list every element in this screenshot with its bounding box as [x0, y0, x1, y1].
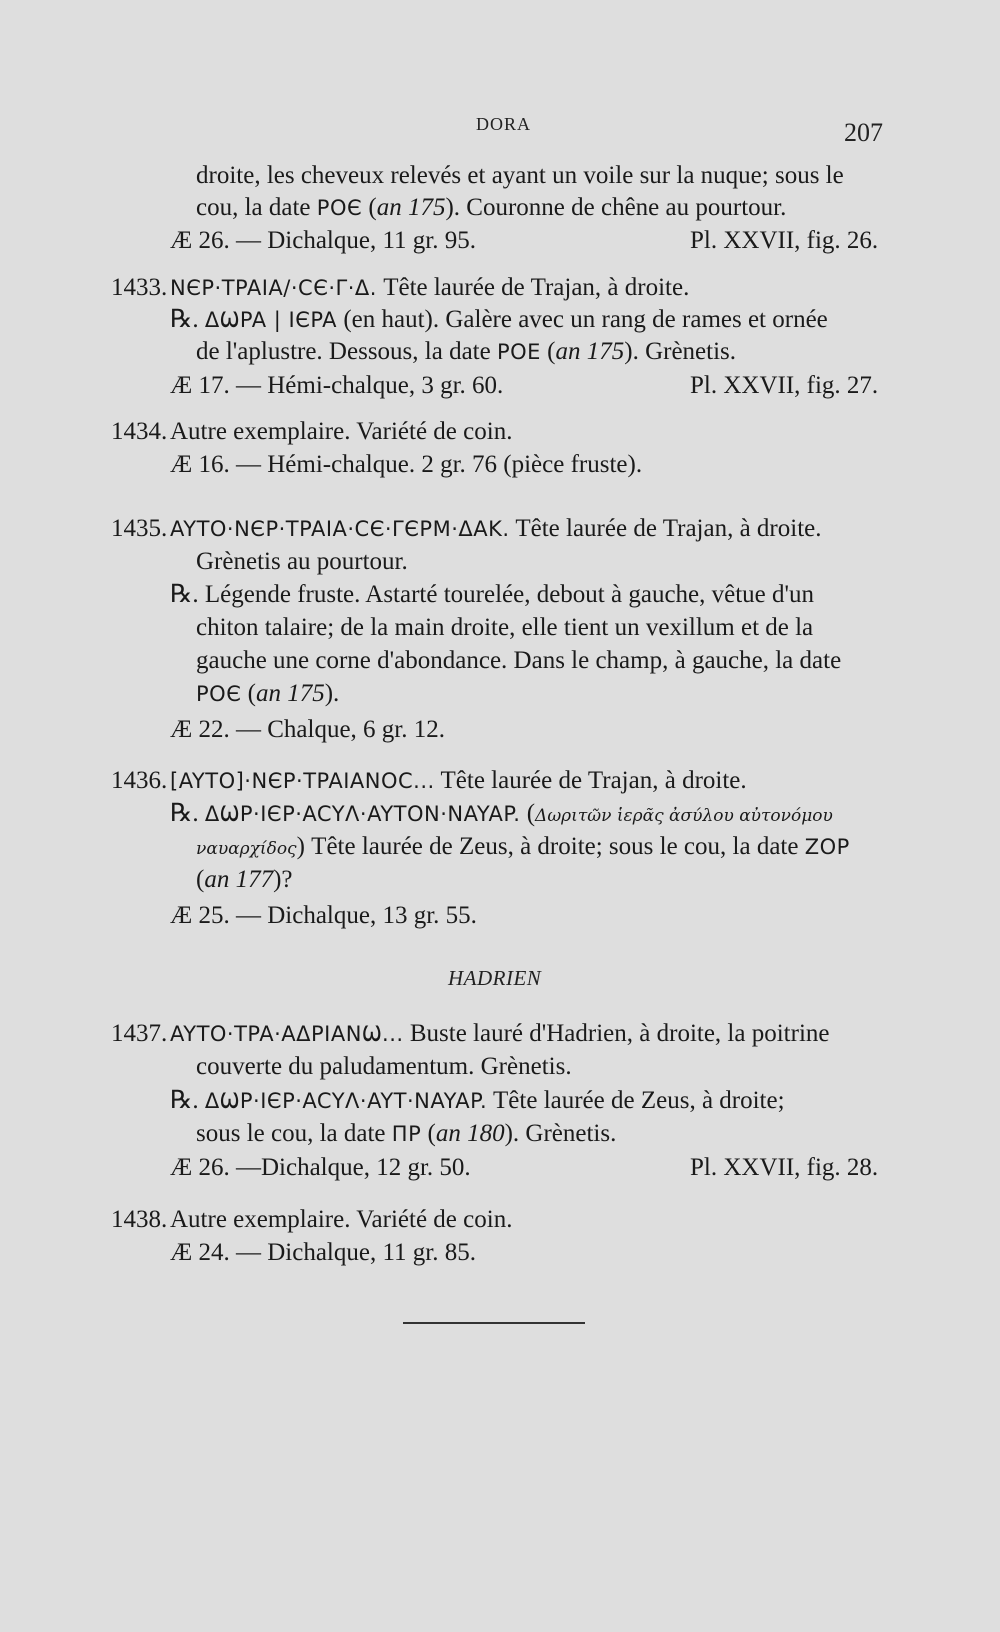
greek-legend: ZOP	[804, 835, 850, 859]
text-line: ναυαρχίδος) Tête laurée de Zeus, à droite; sous le cou, la date ZOP	[196, 833, 850, 860]
greek-legend: ΔѠPA | IЄPA	[204, 308, 338, 332]
page-number: 207	[844, 118, 883, 147]
reverse-line: ℞. Légende fruste. Astarté tourelée, debout à gauche, vêtue d'un	[170, 581, 815, 608]
reverse-line: ℞. ΔѠPA | IЄPA (en haut). Galère avec un rang de rames et ornée	[170, 306, 828, 333]
entry-number-1436: 1436.	[111, 767, 168, 794]
coin-specs: Æ 17. — Hémi-chalque, 3 gr. 60. Pl. XXVII, fig. 27.	[170, 370, 886, 402]
entry-1438-line: Autre exemplaire. Variété de coin.	[170, 1206, 513, 1233]
plate-reference: Pl. XXVII, fig. 27.	[690, 372, 879, 399]
greek-legend: AYTO·TPA·AΔPIANѠ...	[170, 1022, 404, 1046]
greek-legend: POE	[496, 340, 541, 364]
greek-legend: ΠP	[391, 1122, 422, 1146]
text-line: de l'aplustre. Dessous, la date POE (an 175). Grènetis.	[196, 338, 737, 365]
entry-1435-line: AYTO·NЄP·TPAIA·CЄ·ΓЄPM·ΔAK. Tête laurée de Trajan, à droite.	[170, 515, 822, 542]
section-heading: HADRIEN	[448, 966, 542, 990]
text-line: gauche une corne d'abondance. Dans le champ, à gauche, la date	[196, 647, 842, 674]
entry-1437-line: AYTO·TPA·AΔPIANѠ... Buste lauré d'Hadrien, à droite, la poitrine	[170, 1020, 830, 1047]
reverse-line: ℞. ΔѠP·IЄP·ACYΛ·AYTON·NAYAP. (Δωριτῶν ἱερᾶς ἀσύλου αὐτονόμου	[170, 800, 833, 827]
greek-legend: [AYTO]·NЄP·TPAIANOC...	[170, 769, 435, 793]
text-line: couverte du paludamentum. Grènetis.	[196, 1053, 572, 1080]
text-line: cou, la date POЄ (an 175). Couronne de chêne au pourtour.	[196, 194, 787, 221]
entry-1434-line: Autre exemplaire. Variété de coin.	[170, 418, 513, 445]
text-line: Grènetis au pourtour.	[196, 548, 408, 575]
running-head	[0, 114, 1000, 147]
text-line: (an 177)?	[196, 866, 293, 893]
greek-transcription: Δωριτῶν ἱερᾶς ἀσύλου αὐτονόμου	[535, 806, 833, 826]
coin-specs: Æ 24. — Dichalque, 11 gr. 85.	[170, 1239, 476, 1266]
greek-legend: ΔѠP·IЄP·ACYΛ·AYT·NAYAP.	[204, 1089, 488, 1113]
plate-reference: Pl. XXVII, fig. 26.	[690, 227, 879, 254]
greek-legend: NЄP·TPAIA/·CЄ·Γ·Δ.	[170, 276, 377, 300]
greek-legend: ΔѠP·IЄP·ACYΛ·AYTON·NAYAP.	[204, 802, 521, 826]
coin-specs: Æ 22. — Chalque, 6 gr. 12.	[170, 716, 445, 743]
entry-number-1435: 1435.	[111, 515, 168, 542]
entry-number-1437: 1437.	[111, 1020, 168, 1047]
coin-specs: Æ 25. — Dichalque, 13 gr. 55.	[170, 902, 477, 929]
entry-1433-line: NЄP·TPAIA/·CЄ·Γ·Δ. Tête laurée de Trajan, à droite.	[170, 274, 690, 301]
text-line: droite, les cheveux relevés et ayant un voile sur la nuque; sous le	[196, 162, 844, 189]
greek-legend: AYTO·NЄP·TPAIA·CЄ·ΓЄPM·ΔAK.	[170, 517, 510, 541]
entry-number-1433: 1433.	[111, 274, 168, 301]
end-rule	[403, 1322, 585, 1324]
greek-legend: POЄ	[316, 196, 363, 220]
coin-specs: Æ 26. —Dichalque, 12 gr. 50. Pl. XXVII, fig. 28.	[170, 1152, 886, 1184]
coin-specs: Æ 26. — Dichalque, 11 gr. 95. Pl. XXVII, fig. 26.	[170, 225, 886, 257]
plate-reference: Pl. XXVII, fig. 28.	[690, 1154, 879, 1181]
entry-number-1438: 1438.	[111, 1206, 168, 1233]
running-title: DORA	[476, 114, 532, 134]
reverse-line: ℞. ΔѠP·IЄP·ACYΛ·AYT·NAYAP. Tête laurée de Zeus, à droite;	[170, 1087, 785, 1114]
greek-transcription: ναυαρχίδος	[196, 839, 297, 859]
text-line: POЄ (an 175).	[196, 680, 340, 707]
text-line: chiton talaire; de la main droite, elle tient un vexillum et de la	[196, 614, 814, 641]
coin-specs: Æ 16. — Hémi-chalque. 2 gr. 76 (pièce fruste).	[170, 451, 643, 478]
text-line: sous le cou, la date ΠP (an 180). Grènetis.	[196, 1120, 617, 1147]
entry-number-1434: 1434.	[111, 418, 168, 445]
greek-legend: POЄ	[196, 682, 242, 706]
entry-1436-line: [AYTO]·NЄP·TPAIANOC... Tête laurée de Trajan, à droite.	[170, 767, 747, 794]
